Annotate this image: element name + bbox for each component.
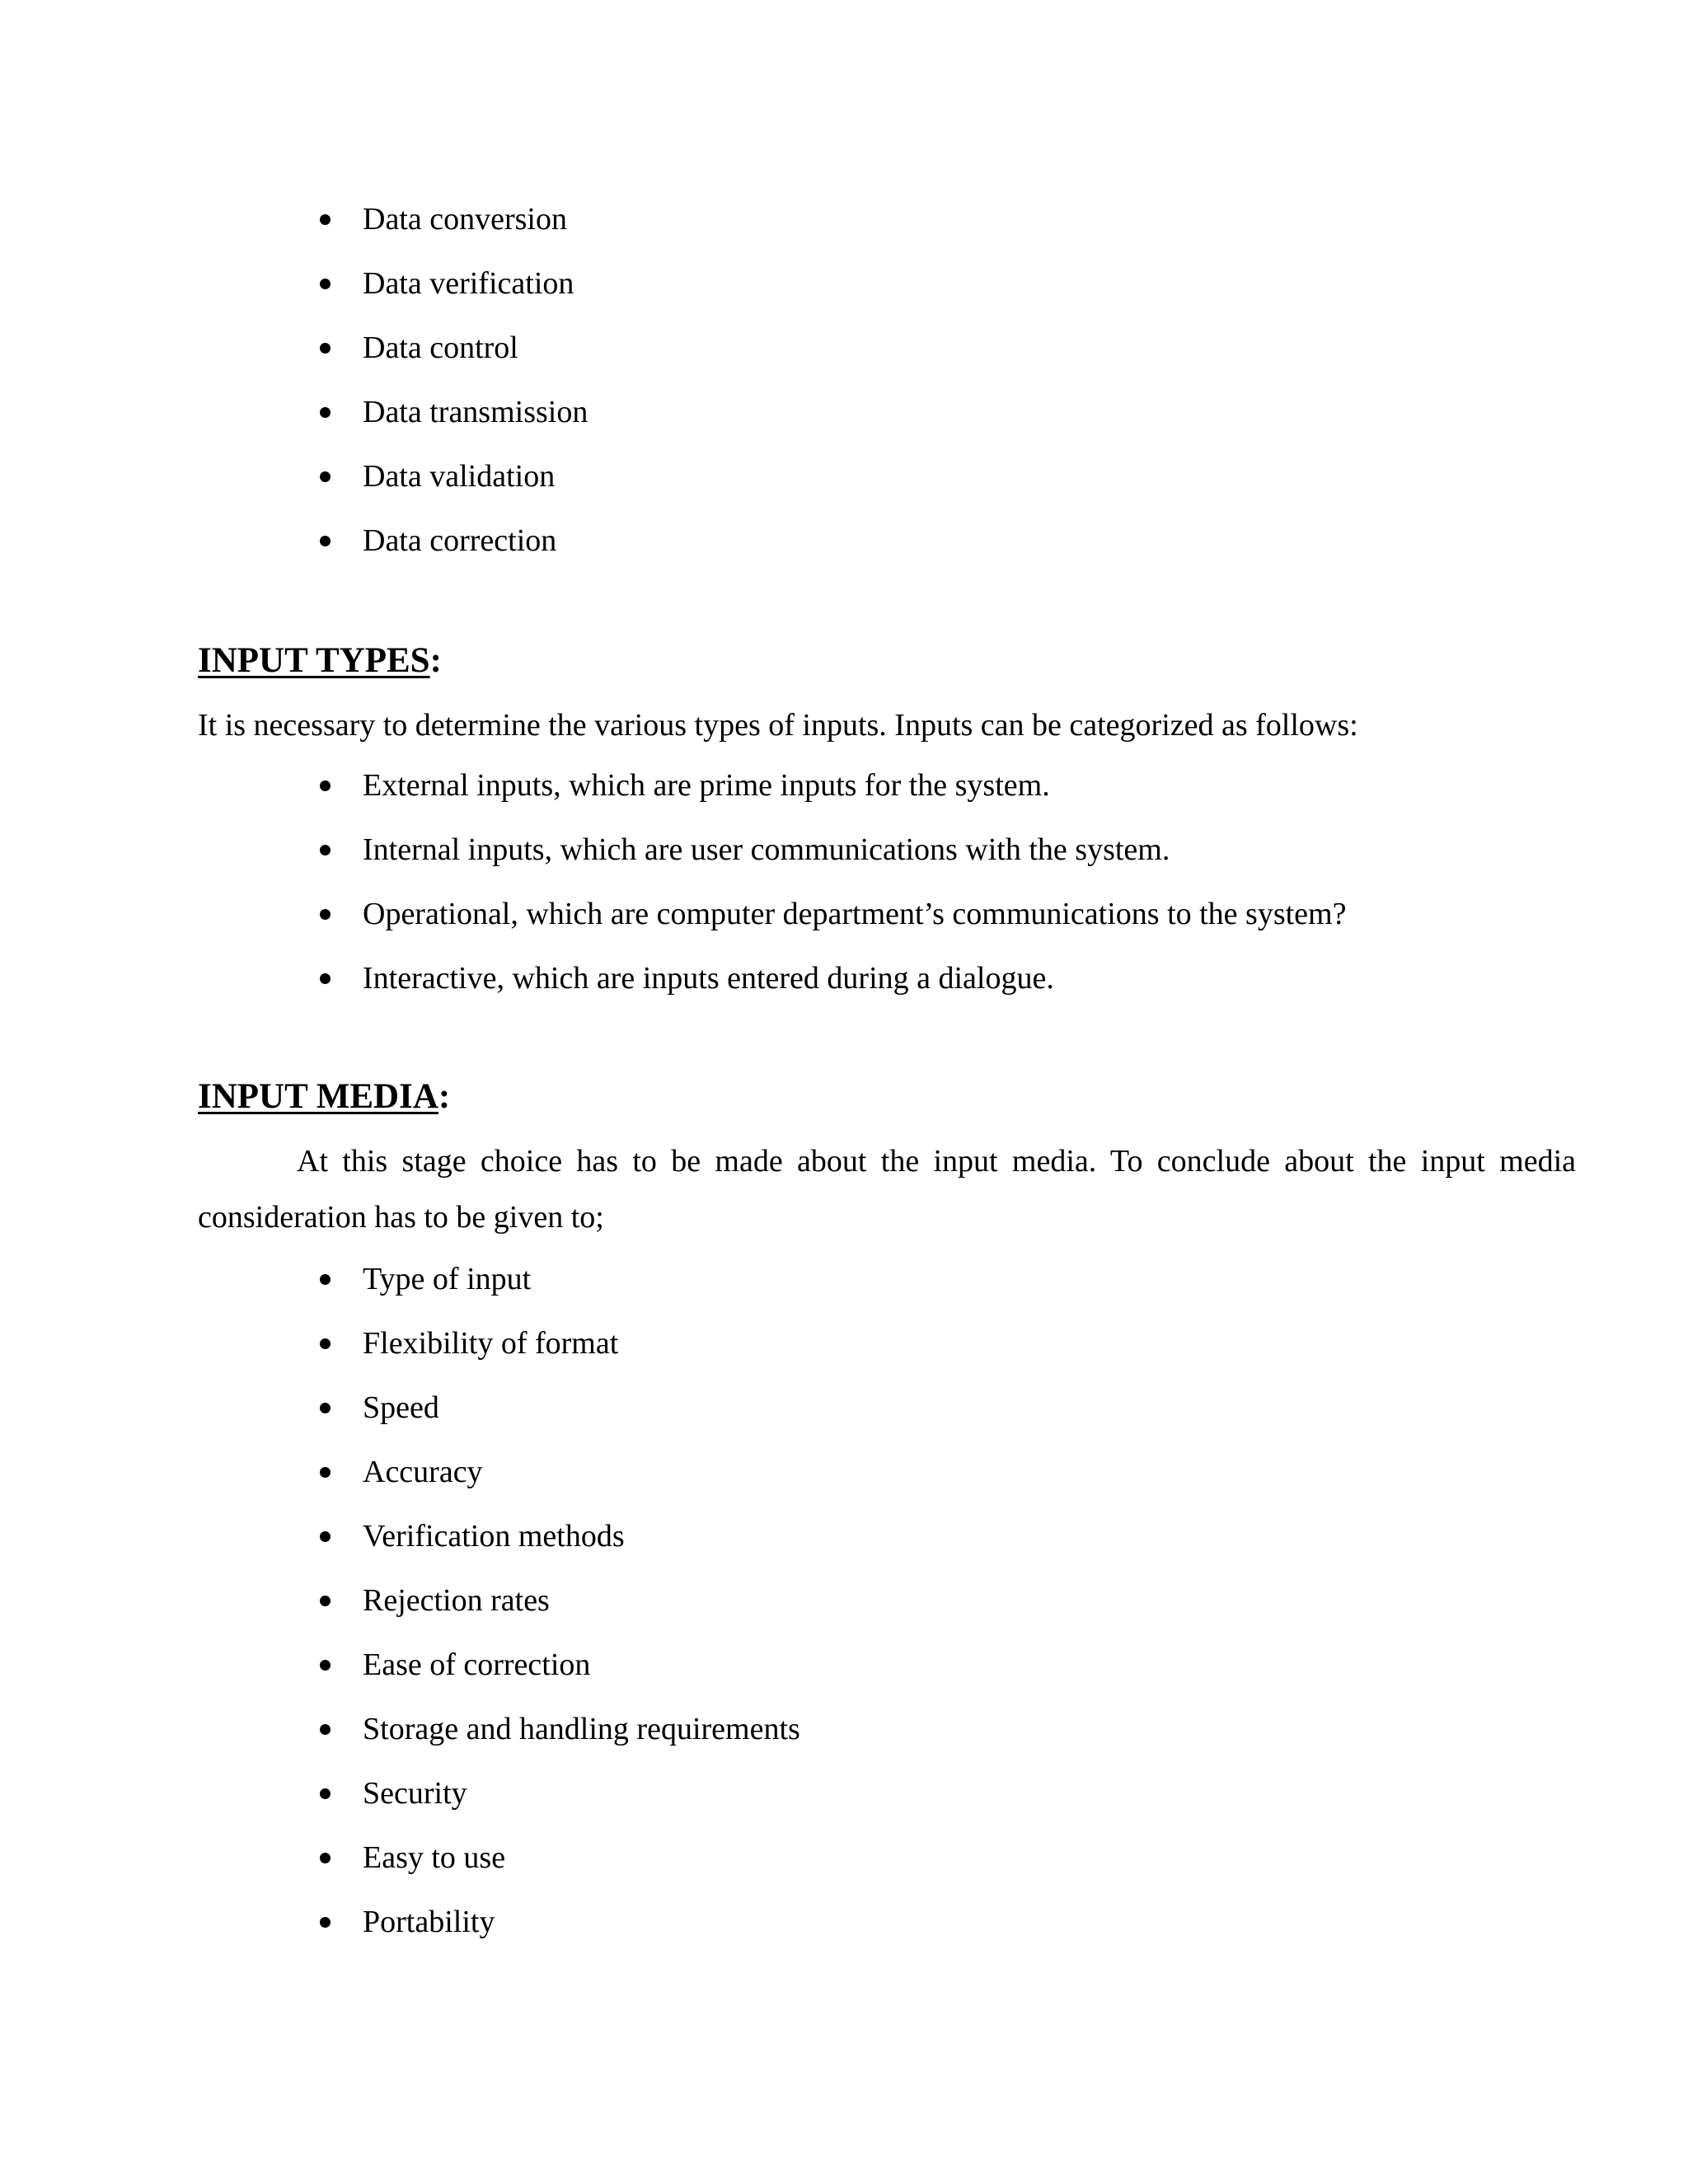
- input-media-heading: [198, 1072, 450, 1122]
- list-item-text: Data correction: [363, 523, 557, 558]
- list-item-text: Data conversion: [363, 202, 567, 237]
- list-item-text: Accuracy: [363, 1455, 483, 1489]
- input-media-paragraph: [198, 1133, 1576, 1245]
- bullet-icon: [320, 471, 331, 482]
- list-item-text: Data transmission: [363, 395, 588, 429]
- list-item-text: Ease of correction: [363, 1647, 591, 1682]
- bullet-icon: [320, 1338, 331, 1349]
- input-types-intro: It is necessary to determine the various types of inputs. Inputs can be categorized as follows:: [198, 708, 1358, 743]
- bullet-icon: [320, 279, 331, 289]
- list-item-text: Interactive, which are inputs entered during a dialogue.: [363, 961, 1054, 996]
- bullet-icon: [320, 845, 331, 855]
- list-item-text: Easy to use: [363, 1840, 506, 1875]
- bullet-icon: [320, 1403, 331, 1413]
- input-media-heading-text: INPUT MEDIA: [198, 1077, 438, 1116]
- bullet-icon: [320, 536, 331, 546]
- list-item-text: Data control: [363, 330, 518, 365]
- bullet-icon: [320, 343, 331, 354]
- list-item-text: External inputs, which are prime inputs for the system.: [363, 768, 1050, 803]
- list-item-text: Flexibility of format: [363, 1326, 619, 1361]
- list-item-text: Storage and handling requirements: [363, 1712, 800, 1746]
- list-item-text: Rejection rates: [363, 1583, 550, 1618]
- list-item-text: Portability: [363, 1905, 495, 1939]
- bullet-icon: [320, 1788, 331, 1799]
- bullet-icon: [320, 407, 331, 418]
- list-item-text: Data verification: [363, 266, 574, 301]
- bullet-icon: [320, 973, 331, 984]
- input-media-paragraph-line2: consideration has to be given to;: [198, 1200, 604, 1235]
- list-item-text: Operational, which are computer department’s communications to the system?: [363, 897, 1347, 931]
- input-media-paragraph-line1: At this stage choice has to be made about the input media. To conclude about the input media: [297, 1144, 1576, 1179]
- bullet-icon: [320, 1274, 331, 1285]
- input-media-heading-colon: :: [438, 1077, 451, 1116]
- bullet-icon: [320, 1531, 331, 1542]
- input-types-heading-colon: :: [429, 641, 442, 680]
- input-types-heading: [198, 636, 442, 686]
- input-types-heading-text: INPUT TYPES: [198, 641, 430, 680]
- list-item-text: Type of input: [363, 1262, 532, 1296]
- bullet-icon: [320, 1596, 331, 1606]
- bullet-icon: [320, 1724, 331, 1735]
- list-item-text: Verification methods: [363, 1519, 625, 1554]
- list-item-text: Security: [363, 1776, 467, 1811]
- bullet-icon: [320, 909, 331, 920]
- list-item-text: Internal inputs, which are user communications with the system.: [363, 832, 1170, 867]
- bullet-icon: [320, 1467, 331, 1478]
- list-item-text: Speed: [363, 1390, 439, 1425]
- bullet-icon: [320, 780, 331, 791]
- bullet-icon: [320, 1917, 331, 1928]
- list-item-text: Data validation: [363, 459, 556, 494]
- bullet-icon: [320, 1853, 331, 1863]
- bullet-icon: [320, 214, 331, 225]
- bullet-icon: [320, 1660, 331, 1671]
